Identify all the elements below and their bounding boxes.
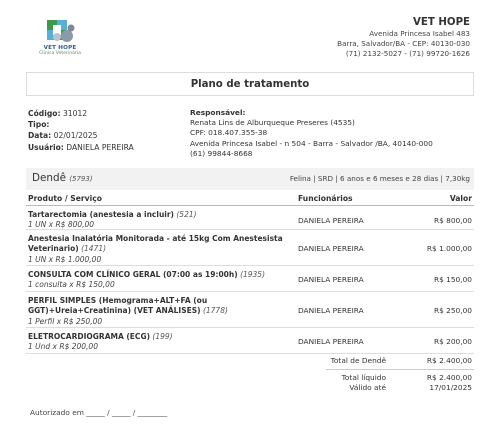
table-row (26, 266, 474, 292)
product-cell (28, 332, 290, 353)
product-name: Tartarectomia (anestesia a incluir) (28, 210, 174, 219)
product-name: Anestesia Inalatória Monitorada - até 15kg Com Anestesista Veterinario) (28, 234, 283, 254)
services-table (26, 192, 474, 354)
clinic-name: VET HOPE (413, 17, 470, 28)
patient-meta: Felina | SRD | 6 anos e 6 meses e 28 dias | 7,30kg (289, 174, 470, 183)
clinic-address-2: Barra, Salvador/BA - CEP: 40130-030 (337, 39, 470, 49)
document-header (28, 14, 474, 66)
logo-subtitle: Clínica Veterinária (39, 51, 81, 56)
staff-cell: DANIELA PEREIRA (298, 306, 364, 315)
value-cell: R$ 150,00 (433, 275, 472, 284)
product-code: (1935) (240, 270, 266, 279)
clinic-logo (34, 18, 86, 64)
value-cell: R$ 250,00 (433, 306, 472, 315)
table-row (26, 292, 474, 328)
product-name: PERFIL SIMPLES (Hemograma+ALT+FA (ou GGT)+Ureia+Creatinina) (VET ANÁLISES) (28, 296, 208, 316)
patient-name-wrap (32, 172, 93, 184)
responsible-info (190, 108, 433, 159)
date-row (28, 130, 134, 141)
patient-bar (26, 168, 474, 190)
product-code: (1471) (81, 244, 107, 254)
responsible-name: Renata Lins de Alburqueque Preseres (4535) (190, 118, 355, 128)
table-header (26, 192, 474, 206)
logo-icon (45, 18, 75, 44)
product-code: (1778) (202, 306, 228, 316)
staff-cell: DANIELA PEREIRA (298, 337, 364, 346)
date-label: Data: (28, 131, 52, 141)
clinic-address-1: Avenida Princesa Isabel 483 (369, 29, 470, 38)
valid-until-label: Válido até (349, 383, 386, 392)
code-label: Código: (28, 109, 61, 118)
product-code: (199) (152, 332, 173, 341)
staff-cell: DANIELA PEREIRA (298, 275, 364, 284)
value-cell: R$ 200,00 (433, 337, 472, 346)
logo-name: VET HOPE (43, 45, 77, 51)
product-qty: 1 UN x R$ 1.000,00 (28, 254, 102, 264)
staff-cell: DANIELA PEREIRA (298, 216, 364, 225)
code-row (28, 108, 134, 119)
user-label: Usuário: (28, 142, 64, 152)
table-row (26, 230, 474, 266)
responsible-cpf: CPF: 018.407.355-38 (190, 128, 268, 138)
valid-until-value: 17/01/2025 (429, 383, 472, 392)
value-cell: R$ 800,00 (433, 216, 472, 225)
net-total-value: R$ 2.400,00 (426, 373, 472, 382)
product-code: (521) (176, 210, 197, 219)
type-row (28, 119, 134, 130)
header-product: Produto / Serviço (28, 194, 102, 203)
header-staff: Funcionários (298, 194, 353, 203)
clinic-phones: (71) 2132-5027 - (71) 99720-1626 (345, 49, 470, 59)
totals-section (26, 352, 474, 412)
product-cell (28, 296, 290, 327)
table-row (26, 328, 474, 354)
patient-total-label: Total de Dendê (330, 356, 386, 365)
code-value: 31012 (62, 109, 88, 118)
staff-cell: DANIELA PEREIRA (298, 244, 364, 253)
document-title: Plano de tratamento (190, 78, 310, 90)
product-name: ELETROCARDIOGRAMA (ECG) (28, 332, 151, 341)
product-qty: 1 Und x R$ 200,00 (28, 342, 98, 352)
product-qty: 1 consulta x R$ 150,00 (28, 280, 115, 290)
responsible-address: Avenida Princesa Isabel - n 504 - Barra - Salvador /BA, 40140-000 (190, 138, 433, 148)
user-row (28, 142, 134, 153)
product-name: CONSULTA COM CLÍNICO GERAL (07:00 as 19:00h) (28, 270, 238, 279)
user-value: DANIELA PEREIRA (66, 142, 134, 152)
table-row (26, 206, 474, 230)
product-cell (28, 210, 290, 231)
document-title-box (26, 72, 474, 96)
product-qty: 1 UN x R$ 800,00 (28, 220, 95, 230)
product-cell (28, 234, 290, 265)
date-value: 02/01/2025 (53, 131, 98, 141)
product-qty: 1 Perfil x R$ 250,00 (28, 316, 103, 326)
document-info (28, 108, 134, 153)
patient-name: Dendê (32, 172, 66, 184)
authorization-line: Autorizado em _____ / _____ / ________ (30, 408, 168, 417)
totals-divider (326, 369, 474, 370)
product-cell (28, 270, 290, 291)
patient-total-value: R$ 2.400,00 (426, 356, 472, 365)
clinic-info (337, 16, 470, 60)
responsible-label: Responsável: (190, 108, 246, 117)
type-label: Tipo: (28, 120, 50, 130)
header-value: Valor (449, 194, 472, 203)
responsible-phone: (61) 99844-8668 (190, 148, 253, 158)
value-cell: R$ 1.000,00 (426, 244, 472, 253)
patient-id: (5793) (69, 175, 93, 183)
net-total-label: Total líquido (341, 373, 386, 382)
